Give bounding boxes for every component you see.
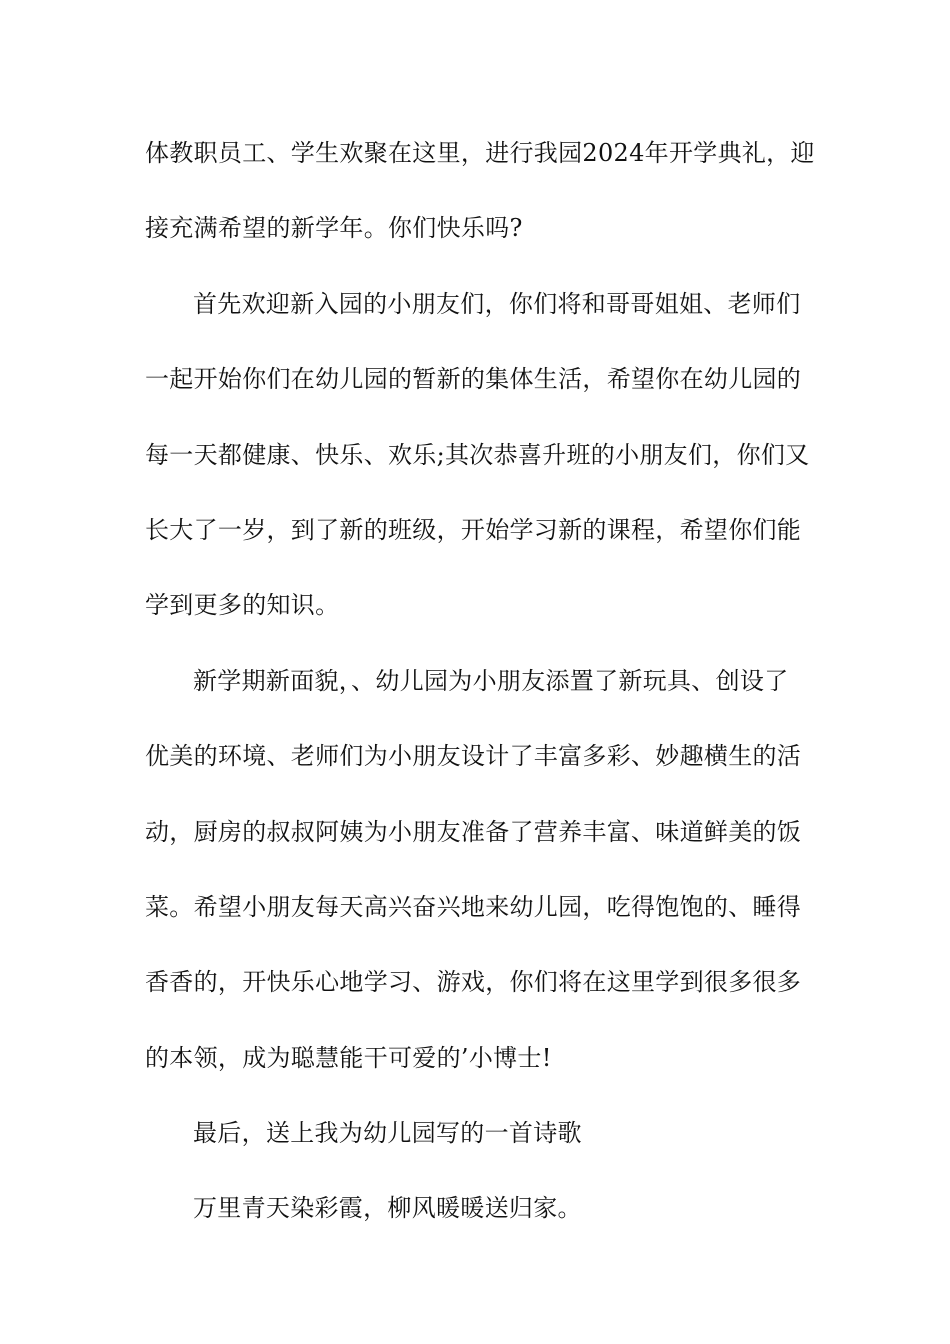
text-line-12: 香香的，开快乐心地学习、游戏，你们将在这里学到很多很多 bbox=[145, 968, 802, 997]
text-line-1: 体教职员工、学生欢聚在这里，进行我园2024年开学典礼，迎 bbox=[145, 139, 815, 167]
text-line-7: 学到更多的知识。 bbox=[145, 591, 340, 620]
text-line-14: 最后，送上我为幼儿园写的一首诗歌 bbox=[193, 1119, 582, 1148]
text-line-11: 菜。希望小朋友每天高兴奋兴地来幼儿园，吃得饱饱的、睡得 bbox=[145, 892, 802, 921]
text-line-2: 接充满希望的新学年。你们快乐吗? bbox=[145, 214, 523, 243]
text-line-9: 优美的环境、老师们为小朋友设计了丰富多彩、妙趣横生的活 bbox=[145, 742, 802, 771]
text-line-6: 长大了一岁，到了新的班级，开始学习新的课程，希望你们能 bbox=[145, 515, 802, 544]
speech-text-body bbox=[145, 126, 815, 1257]
text-line-10: 动，厨房的叔叔阿姨为小朋友准备了营养丰富、味道鲜美的饭 bbox=[145, 817, 802, 846]
text-line-3: 首先欢迎新入园的小朋友们，你们将和哥哥姐姐、老师们 bbox=[193, 289, 801, 318]
text-line-5: 每一天都健康、快乐、欢乐;其次恭喜升班的小朋友们，你们又 bbox=[145, 440, 810, 469]
text-line-4: 一起开始你们在幼儿园的暂新的集体生活，希望你在幼儿园的 bbox=[145, 365, 802, 394]
text-line-13: 的本领，成为聪慧能干可爱的’小博士! bbox=[145, 1043, 552, 1072]
text-line-8: 新学期新面貌，、幼儿园为小朋友添置了新玩具、创设了 bbox=[193, 666, 789, 695]
text-line-15: 万里青天染彩霞，柳风暖暖送归家。 bbox=[193, 1194, 582, 1223]
